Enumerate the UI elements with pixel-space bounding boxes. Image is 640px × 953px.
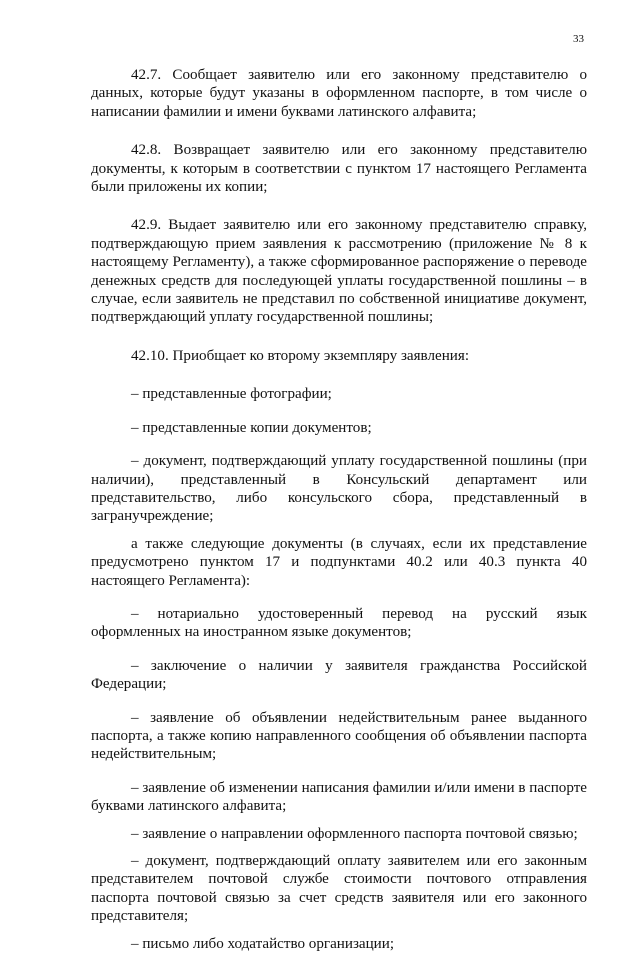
list-item-citizenship-conclusion: – заключение о наличии у заявителя гражданства Российской Федерации; (91, 657, 587, 693)
list-item-organization-letter: – письмо либо ходатайство организации; (131, 935, 395, 952)
paragraph-42-7: 42.7. Сообщает заявителю или его законному представителю о данных, которые будут указаны в оформленном паспорте, в том числе о написании фамилии и имени буквами латинского алфавита; (91, 67, 587, 120)
paragraph-42-9: 42.9. Выдает заявителю или его законному представителю справку, подтверждающую прием заявления к рассмотрению (приложение № 8 к настоящему Регламенту), а также сформированное распоряжение о переводе денежных средств для последующей уплаты государственной пошлины – в случае, если заявитель не представил по собственной инициативе документ, подтверждающий уплату государственной пошлины; (91, 217, 587, 326)
list-item-postal-delivery-statement: – заявление о направлении оформленного паспорта почтовой связью; (131, 825, 578, 842)
list-item-fee-document: – документ, подтверждающий уплату государственной пошлины (при наличии), представленный в Консульский департамент или представительство, либо консульского сбора, представленный в загранучреждение; (91, 453, 587, 525)
list-item-name-spelling-statement: – заявление об изменении написания фамилии и/или имени в паспорте буквами латинского алфавита; (91, 779, 587, 815)
paragraph-42-10: 42.10. Приобщает ко второму экземпляру заявления: (131, 347, 470, 364)
list-item-postal-payment-document: – документ, подтверждающий оплату заявителем или его законным представителем почтовой службе стоимости почтового отправления паспорта почтовой связью за счет средств заявителя или его законного представителя; (91, 853, 587, 925)
page-number: 33 (573, 33, 584, 45)
document-body (91, 66, 587, 953)
list-item-photos: – представленные фотографии; (131, 386, 332, 403)
list-item-invalid-passport-statement: – заявление об объявлении недействительным ранее выданного паспорта, а также копию направленного сообщения об объявлении паспорта недействительным; (91, 709, 587, 763)
list-item-document-copies: – представленные копии документов; (131, 419, 372, 436)
list-item-notarized-translation: – нотариально удостоверенный перевод на русский язык оформленных на иностранном языке документов; (91, 605, 587, 641)
paragraph-additional-documents: а также следующие документы (в случаях, если их представление предусмотрено пунктом 17 и подпунктами 40.2 или 40.3 пункта 40 настоящего Регламента): (91, 535, 587, 589)
paragraph-42-8: 42.8. Возвращает заявителю или его законному представителю документы, к которым в соответствии с пунктом 17 настоящего Регламента были приложены их копии; (91, 142, 587, 196)
